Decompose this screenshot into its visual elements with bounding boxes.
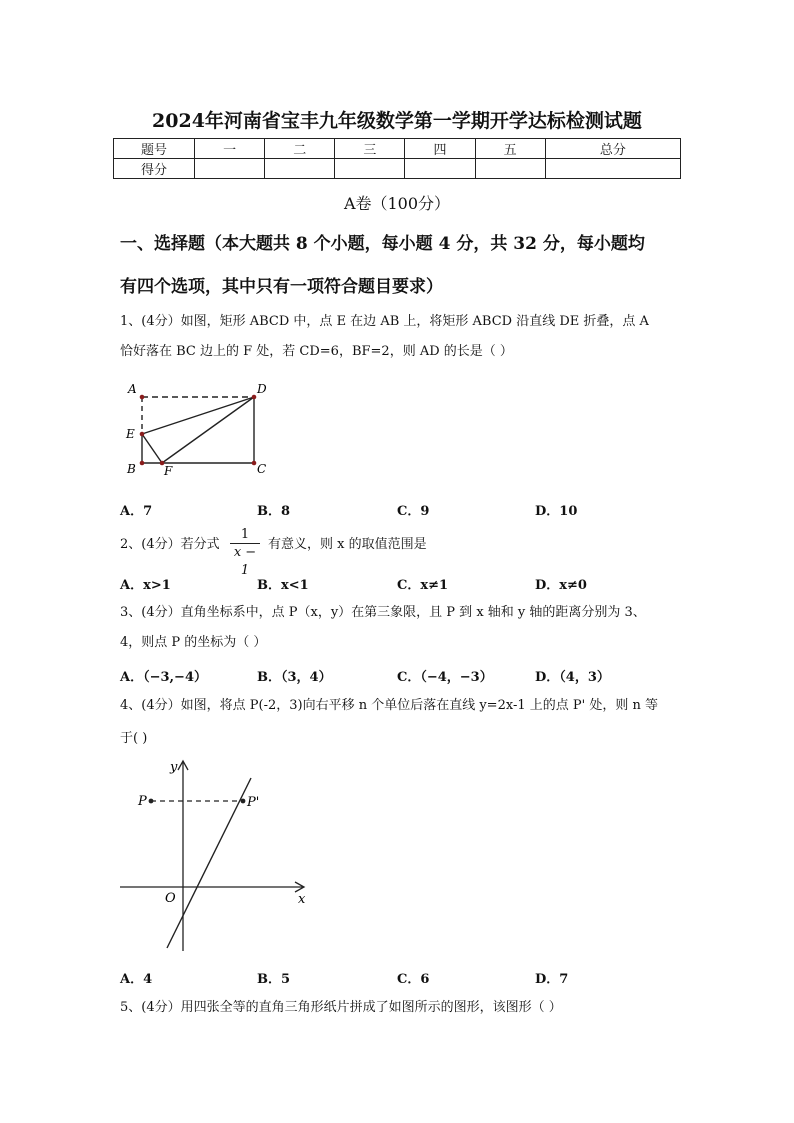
page-title: 2024年河南省宝丰九年级数学第一学期开学达标检测试题 <box>152 110 642 132</box>
label-f: F <box>164 464 173 478</box>
point-a <box>140 395 145 400</box>
option-a[interactable]: A．7 <box>120 504 153 519</box>
segment-ef <box>142 434 162 463</box>
option-d[interactable]: D．x≠0 <box>535 578 587 593</box>
question-4-line2: 于( ) <box>120 731 148 746</box>
option-c[interactable]: C．（−4，−3） <box>397 670 493 685</box>
option-d[interactable]: D．（4，3） <box>535 670 610 685</box>
option-c[interactable]: C．6 <box>397 972 430 987</box>
score-header-cell: 二 <box>265 139 335 159</box>
label-e: E <box>126 427 135 441</box>
question-3-line2: 4，则点 P 的坐标为（ ） <box>120 635 267 650</box>
label-d: D <box>257 382 267 396</box>
score-header-cell: 五 <box>475 139 545 159</box>
question-4-options <box>120 968 680 988</box>
question-2-suffix: 有意义，则 x 的取值范围是 <box>268 537 427 552</box>
score-header-cell: 四 <box>405 139 475 159</box>
score-table <box>113 138 681 179</box>
fraction <box>230 527 260 580</box>
point-p <box>149 799 154 804</box>
label-b: B <box>127 462 136 476</box>
question-4-figure <box>115 756 315 956</box>
point-c <box>252 461 257 466</box>
question-5-line1: 5、(4分）用四张全等的直角三角形纸片拼成了如图所示的图形，该图形（ ） <box>120 1000 562 1015</box>
option-d[interactable]: D．7 <box>535 972 569 987</box>
question-4-line1: 4、(4分）如图，将点 P(-2，3)向右平移 n 个单位后落在直线 y=2x-1 上的点 P' 处，则 n 等 <box>120 698 658 713</box>
point-p-prime <box>241 799 246 804</box>
score-cell[interactable] <box>475 159 545 179</box>
question-2-prefix: 2、(4分）若分式 <box>120 537 220 552</box>
line-y-equals-2x-minus-1 <box>167 778 251 948</box>
point-e <box>140 432 145 437</box>
section-a-heading: A卷（100分） <box>343 194 451 213</box>
score-header-cell: 三 <box>335 139 405 159</box>
segment-ed <box>142 397 254 434</box>
fraction-denominator: x − 1 <box>233 545 257 578</box>
question-3-options <box>120 666 680 686</box>
option-b[interactable]: B．5 <box>257 972 291 987</box>
option-a[interactable]: A．（−3,−4） <box>120 670 207 685</box>
option-d[interactable]: D．10 <box>535 504 578 519</box>
option-c[interactable]: C．x≠1 <box>397 578 449 593</box>
label-o: O <box>165 891 176 906</box>
score-table-header-row <box>114 139 681 159</box>
option-c[interactable]: C．9 <box>397 504 430 519</box>
segment-fd <box>162 397 254 463</box>
score-header-cell: 总分 <box>545 139 680 159</box>
score-row-label: 得分 <box>114 159 195 179</box>
label-p: P <box>138 794 147 809</box>
label-x: x <box>298 892 306 907</box>
label-a: A <box>128 382 137 396</box>
label-y: y <box>170 760 178 775</box>
score-cell[interactable] <box>335 159 405 179</box>
score-cell[interactable] <box>265 159 335 179</box>
question-1-figure <box>120 378 280 478</box>
score-cell[interactable] <box>545 159 680 179</box>
label-p-prime: P' <box>247 795 260 810</box>
question-1-line1: 1、(4分）如图，矩形 ABCD 中，点 E 在边 AB 上，将矩形 ABCD 沿直线 DE 折叠，点 A <box>120 314 649 329</box>
option-a[interactable]: A．4 <box>120 972 153 987</box>
score-header-cell: 题号 <box>114 139 195 159</box>
question-1-line2: 恰好落在 BC 边上的 F 处，若 CD=6，BF=2，则 AD 的长是（ ） <box>120 344 513 359</box>
question-3-line1: 3、(4分）直角坐标系中，点 P（x，y）在第三象限，且 P 到 x 轴和 y 轴的距离分别为 3、 <box>120 605 646 620</box>
option-b[interactable]: B．8 <box>257 504 291 519</box>
option-b[interactable]: B．（3，4） <box>257 670 332 685</box>
part1-heading-line1: 一、选择题（本大题共 8 个小题，每小题 4 分，共 32 分，每小题均 <box>120 234 645 254</box>
score-table-score-row <box>114 159 681 179</box>
score-header-cell: 一 <box>195 139 265 159</box>
option-a[interactable]: A．x>1 <box>120 578 171 593</box>
option-b[interactable]: B．x<1 <box>257 578 309 593</box>
question-1-options <box>120 500 680 520</box>
point-d <box>252 395 257 400</box>
label-c: C <box>257 462 267 476</box>
point-b <box>140 461 145 466</box>
question-2-options <box>120 574 680 594</box>
fraction-numerator: 1 <box>240 527 250 542</box>
score-cell[interactable] <box>405 159 475 179</box>
score-cell[interactable] <box>195 159 265 179</box>
part1-heading-line2: 有四个选项，其中只有一项符合题目要求） <box>120 277 443 297</box>
